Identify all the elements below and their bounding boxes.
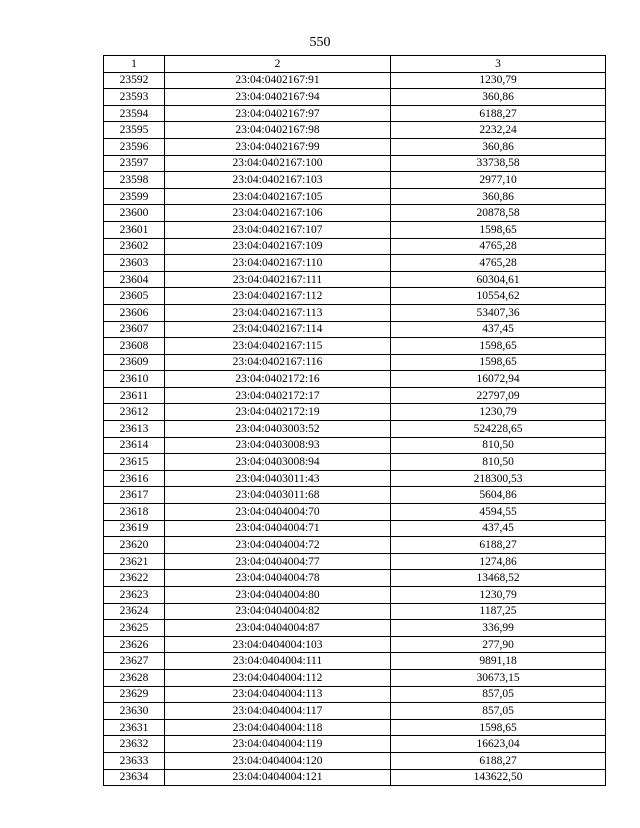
- table-row: [104, 72, 606, 89]
- cadastral-number-cell: 23:04:0403011:68: [165, 487, 391, 504]
- cadastral-number-cell: 23:04:0402167:115: [165, 338, 391, 355]
- cadastral-number-cell: 23:04:0402167:106: [165, 205, 391, 222]
- cadastral-number-cell: 23:04:0402167:105: [165, 188, 391, 205]
- value-cell: 857,05: [391, 703, 606, 720]
- value-cell: 4594,55: [391, 504, 606, 521]
- table-row: [104, 371, 606, 388]
- column-header-value: 3: [391, 56, 606, 73]
- value-cell: 6188,27: [391, 105, 606, 122]
- value-cell: 1230,79: [391, 72, 606, 89]
- row-number-cell: 23594: [104, 105, 165, 122]
- row-number-cell: 23606: [104, 304, 165, 321]
- value-cell: 1598,65: [391, 338, 606, 355]
- table-row: [104, 238, 606, 255]
- row-number-cell: 23595: [104, 122, 165, 139]
- value-cell: 20878,58: [391, 205, 606, 222]
- table-row: [104, 122, 606, 139]
- cadastral-number-cell: 23:04:0404004:72: [165, 537, 391, 554]
- table-row: [104, 172, 606, 189]
- row-number-cell: 23614: [104, 437, 165, 454]
- cadastral-number-cell: 23:04:0402167:114: [165, 321, 391, 338]
- row-number-cell: 23628: [104, 669, 165, 686]
- column-header-cadastral-number: 2: [165, 56, 391, 73]
- table-row: [104, 205, 606, 222]
- cadastral-number-cell: 23:04:0402167:112: [165, 288, 391, 305]
- value-cell: 810,50: [391, 454, 606, 471]
- table-row: [104, 653, 606, 670]
- table-row: [104, 387, 606, 404]
- value-cell: 30673,15: [391, 669, 606, 686]
- table-row: [104, 504, 606, 521]
- value-cell: 810,50: [391, 437, 606, 454]
- row-number-cell: 23624: [104, 603, 165, 620]
- table-row: [104, 553, 606, 570]
- row-number-cell: 23600: [104, 205, 165, 222]
- row-number-cell: 23620: [104, 537, 165, 554]
- cadastral-number-cell: 23:04:0402167:98: [165, 122, 391, 139]
- header-row: [104, 56, 606, 73]
- value-cell: 1230,79: [391, 587, 606, 604]
- row-number-cell: 23601: [104, 221, 165, 238]
- cadastral-number-cell: 23:04:0404004:120: [165, 752, 391, 769]
- value-cell: 1274,86: [391, 553, 606, 570]
- row-number-cell: 23599: [104, 188, 165, 205]
- cadastral-number-cell: 23:04:0403003:52: [165, 421, 391, 438]
- table-row: [104, 570, 606, 587]
- table-row: [104, 338, 606, 355]
- value-cell: 1598,65: [391, 221, 606, 238]
- value-cell: 1598,65: [391, 354, 606, 371]
- cadastral-number-cell: 23:04:0404004:77: [165, 553, 391, 570]
- value-cell: 524228,65: [391, 421, 606, 438]
- value-cell: 857,05: [391, 686, 606, 703]
- cadastral-number-cell: 23:04:0402167:94: [165, 89, 391, 106]
- table-row: [104, 421, 606, 438]
- row-number-cell: 23598: [104, 172, 165, 189]
- cadastral-number-cell: 23:04:0402167:113: [165, 304, 391, 321]
- table-row: [104, 155, 606, 172]
- value-cell: 6188,27: [391, 537, 606, 554]
- row-number-cell: 23616: [104, 470, 165, 487]
- value-cell: 4765,28: [391, 255, 606, 272]
- cadastral-number-cell: 23:04:0404004:78: [165, 570, 391, 587]
- cadastral-number-cell: 23:04:0403008:93: [165, 437, 391, 454]
- cadastral-number-cell: 23:04:0402167:116: [165, 354, 391, 371]
- table-row: [104, 321, 606, 338]
- cadastral-number-cell: 23:04:0404004:111: [165, 653, 391, 670]
- row-number-cell: 23602: [104, 238, 165, 255]
- value-cell: 437,45: [391, 321, 606, 338]
- value-cell: 218300,53: [391, 470, 606, 487]
- row-number-cell: 23622: [104, 570, 165, 587]
- value-cell: 360,86: [391, 89, 606, 106]
- table-row: [104, 686, 606, 703]
- value-cell: 6188,27: [391, 752, 606, 769]
- row-number-cell: 23593: [104, 89, 165, 106]
- row-number-cell: 23630: [104, 703, 165, 720]
- table-row: [104, 354, 606, 371]
- row-number-cell: 23633: [104, 752, 165, 769]
- value-cell: 1230,79: [391, 404, 606, 421]
- cadastral-number-cell: 23:04:0402167:107: [165, 221, 391, 238]
- table-row: [104, 537, 606, 554]
- value-cell: 1187,25: [391, 603, 606, 620]
- row-number-cell: 23597: [104, 155, 165, 172]
- value-cell: 5604,86: [391, 487, 606, 504]
- cadastral-number-cell: 23:04:0402167:91: [165, 72, 391, 89]
- table-header: [104, 56, 606, 73]
- row-number-cell: 23623: [104, 587, 165, 604]
- table-row: [104, 636, 606, 653]
- value-cell: 16623,04: [391, 736, 606, 753]
- row-number-cell: 23619: [104, 520, 165, 537]
- cadastral-number-cell: 23:04:0404004:71: [165, 520, 391, 537]
- value-cell: 53407,36: [391, 304, 606, 321]
- value-cell: 1598,65: [391, 719, 606, 736]
- row-number-cell: 23608: [104, 338, 165, 355]
- table-row: [104, 703, 606, 720]
- table-row: [104, 404, 606, 421]
- cadastral-number-cell: 23:04:0403011:43: [165, 470, 391, 487]
- table-row: [104, 620, 606, 637]
- cadastral-number-cell: 23:04:0404004:82: [165, 603, 391, 620]
- value-cell: 16072,94: [391, 371, 606, 388]
- cadastral-number-cell: 23:04:0404004:112: [165, 669, 391, 686]
- table-row: [104, 487, 606, 504]
- cadastral-number-cell: 23:04:0402167:103: [165, 172, 391, 189]
- value-cell: 2977,10: [391, 172, 606, 189]
- row-number-cell: 23613: [104, 421, 165, 438]
- cadastral-number-cell: 23:04:0402172:16: [165, 371, 391, 388]
- cadastral-number-cell: 23:04:0402172:19: [165, 404, 391, 421]
- table-row: [104, 470, 606, 487]
- row-number-cell: 23596: [104, 138, 165, 155]
- row-number-cell: 23607: [104, 321, 165, 338]
- row-number-cell: 23605: [104, 288, 165, 305]
- cadastral-number-cell: 23:04:0404004:103: [165, 636, 391, 653]
- row-number-cell: 23631: [104, 719, 165, 736]
- table-row: [104, 304, 606, 321]
- row-number-cell: 23611: [104, 387, 165, 404]
- row-number-cell: 23617: [104, 487, 165, 504]
- table-row: [104, 587, 606, 604]
- table-row: [104, 769, 606, 786]
- row-number-cell: 23615: [104, 454, 165, 471]
- row-number-cell: 23610: [104, 371, 165, 388]
- value-cell: 336,99: [391, 620, 606, 637]
- table-row: [104, 719, 606, 736]
- row-number-cell: 23603: [104, 255, 165, 272]
- table-row: [104, 188, 606, 205]
- value-cell: 277,90: [391, 636, 606, 653]
- row-number-cell: 23612: [104, 404, 165, 421]
- row-number-cell: 23629: [104, 686, 165, 703]
- value-cell: 143622,50: [391, 769, 606, 786]
- cadastral-number-cell: 23:04:0402167:111: [165, 271, 391, 288]
- row-number-cell: 23618: [104, 504, 165, 521]
- table-body: [104, 72, 606, 786]
- table-row: [104, 454, 606, 471]
- table-row: [104, 520, 606, 537]
- value-cell: 33738,58: [391, 155, 606, 172]
- table-row: [104, 288, 606, 305]
- column-header-number: 1: [104, 56, 165, 73]
- row-number-cell: 23621: [104, 553, 165, 570]
- cadastral-number-cell: 23:04:0404004:117: [165, 703, 391, 720]
- row-number-cell: 23627: [104, 653, 165, 670]
- cadastral-number-cell: 23:04:0402167:99: [165, 138, 391, 155]
- value-cell: 2232,24: [391, 122, 606, 139]
- table-row: [104, 89, 606, 106]
- value-cell: 9891,18: [391, 653, 606, 670]
- row-number-cell: 23632: [104, 736, 165, 753]
- cadastral-number-cell: 23:04:0402167:97: [165, 105, 391, 122]
- table-row: [104, 736, 606, 753]
- value-cell: 10554,62: [391, 288, 606, 305]
- cadastral-number-cell: 23:04:0402167:109: [165, 238, 391, 255]
- row-number-cell: 23609: [104, 354, 165, 371]
- row-number-cell: 23625: [104, 620, 165, 637]
- value-cell: 360,86: [391, 138, 606, 155]
- row-number-cell: 23604: [104, 271, 165, 288]
- table-row: [104, 752, 606, 769]
- table-row: [104, 255, 606, 272]
- table-row: [104, 138, 606, 155]
- row-number-cell: 23626: [104, 636, 165, 653]
- table-row: [104, 437, 606, 454]
- page-number: 550: [309, 35, 331, 50]
- value-cell: 22797,09: [391, 387, 606, 404]
- cadastral-number-cell: 23:04:0404004:113: [165, 686, 391, 703]
- value-cell: 60304,61: [391, 271, 606, 288]
- cadastral-number-cell: 23:04:0403008:94: [165, 454, 391, 471]
- row-number-cell: 23634: [104, 769, 165, 786]
- value-cell: 4765,28: [391, 238, 606, 255]
- cadastral-number-cell: 23:04:0404004:80: [165, 587, 391, 604]
- cadastral-value-table: [103, 55, 606, 786]
- value-cell: 360,86: [391, 188, 606, 205]
- table-row: [104, 271, 606, 288]
- value-cell: 13468,52: [391, 570, 606, 587]
- table-row: [104, 221, 606, 238]
- cadastral-number-cell: 23:04:0404004:87: [165, 620, 391, 637]
- cadastral-number-cell: 23:04:0402167:110: [165, 255, 391, 272]
- cadastral-number-cell: 23:04:0404004:70: [165, 504, 391, 521]
- value-cell: 437,45: [391, 520, 606, 537]
- table-row: [104, 669, 606, 686]
- cadastral-number-cell: 23:04:0404004:119: [165, 736, 391, 753]
- cadastral-number-cell: 23:04:0404004:118: [165, 719, 391, 736]
- table-row: [104, 105, 606, 122]
- row-number-cell: 23592: [104, 72, 165, 89]
- table-row: [104, 603, 606, 620]
- cadastral-number-cell: 23:04:0404004:121: [165, 769, 391, 786]
- cadastral-number-cell: 23:04:0402167:100: [165, 155, 391, 172]
- cadastral-number-cell: 23:04:0402172:17: [165, 387, 391, 404]
